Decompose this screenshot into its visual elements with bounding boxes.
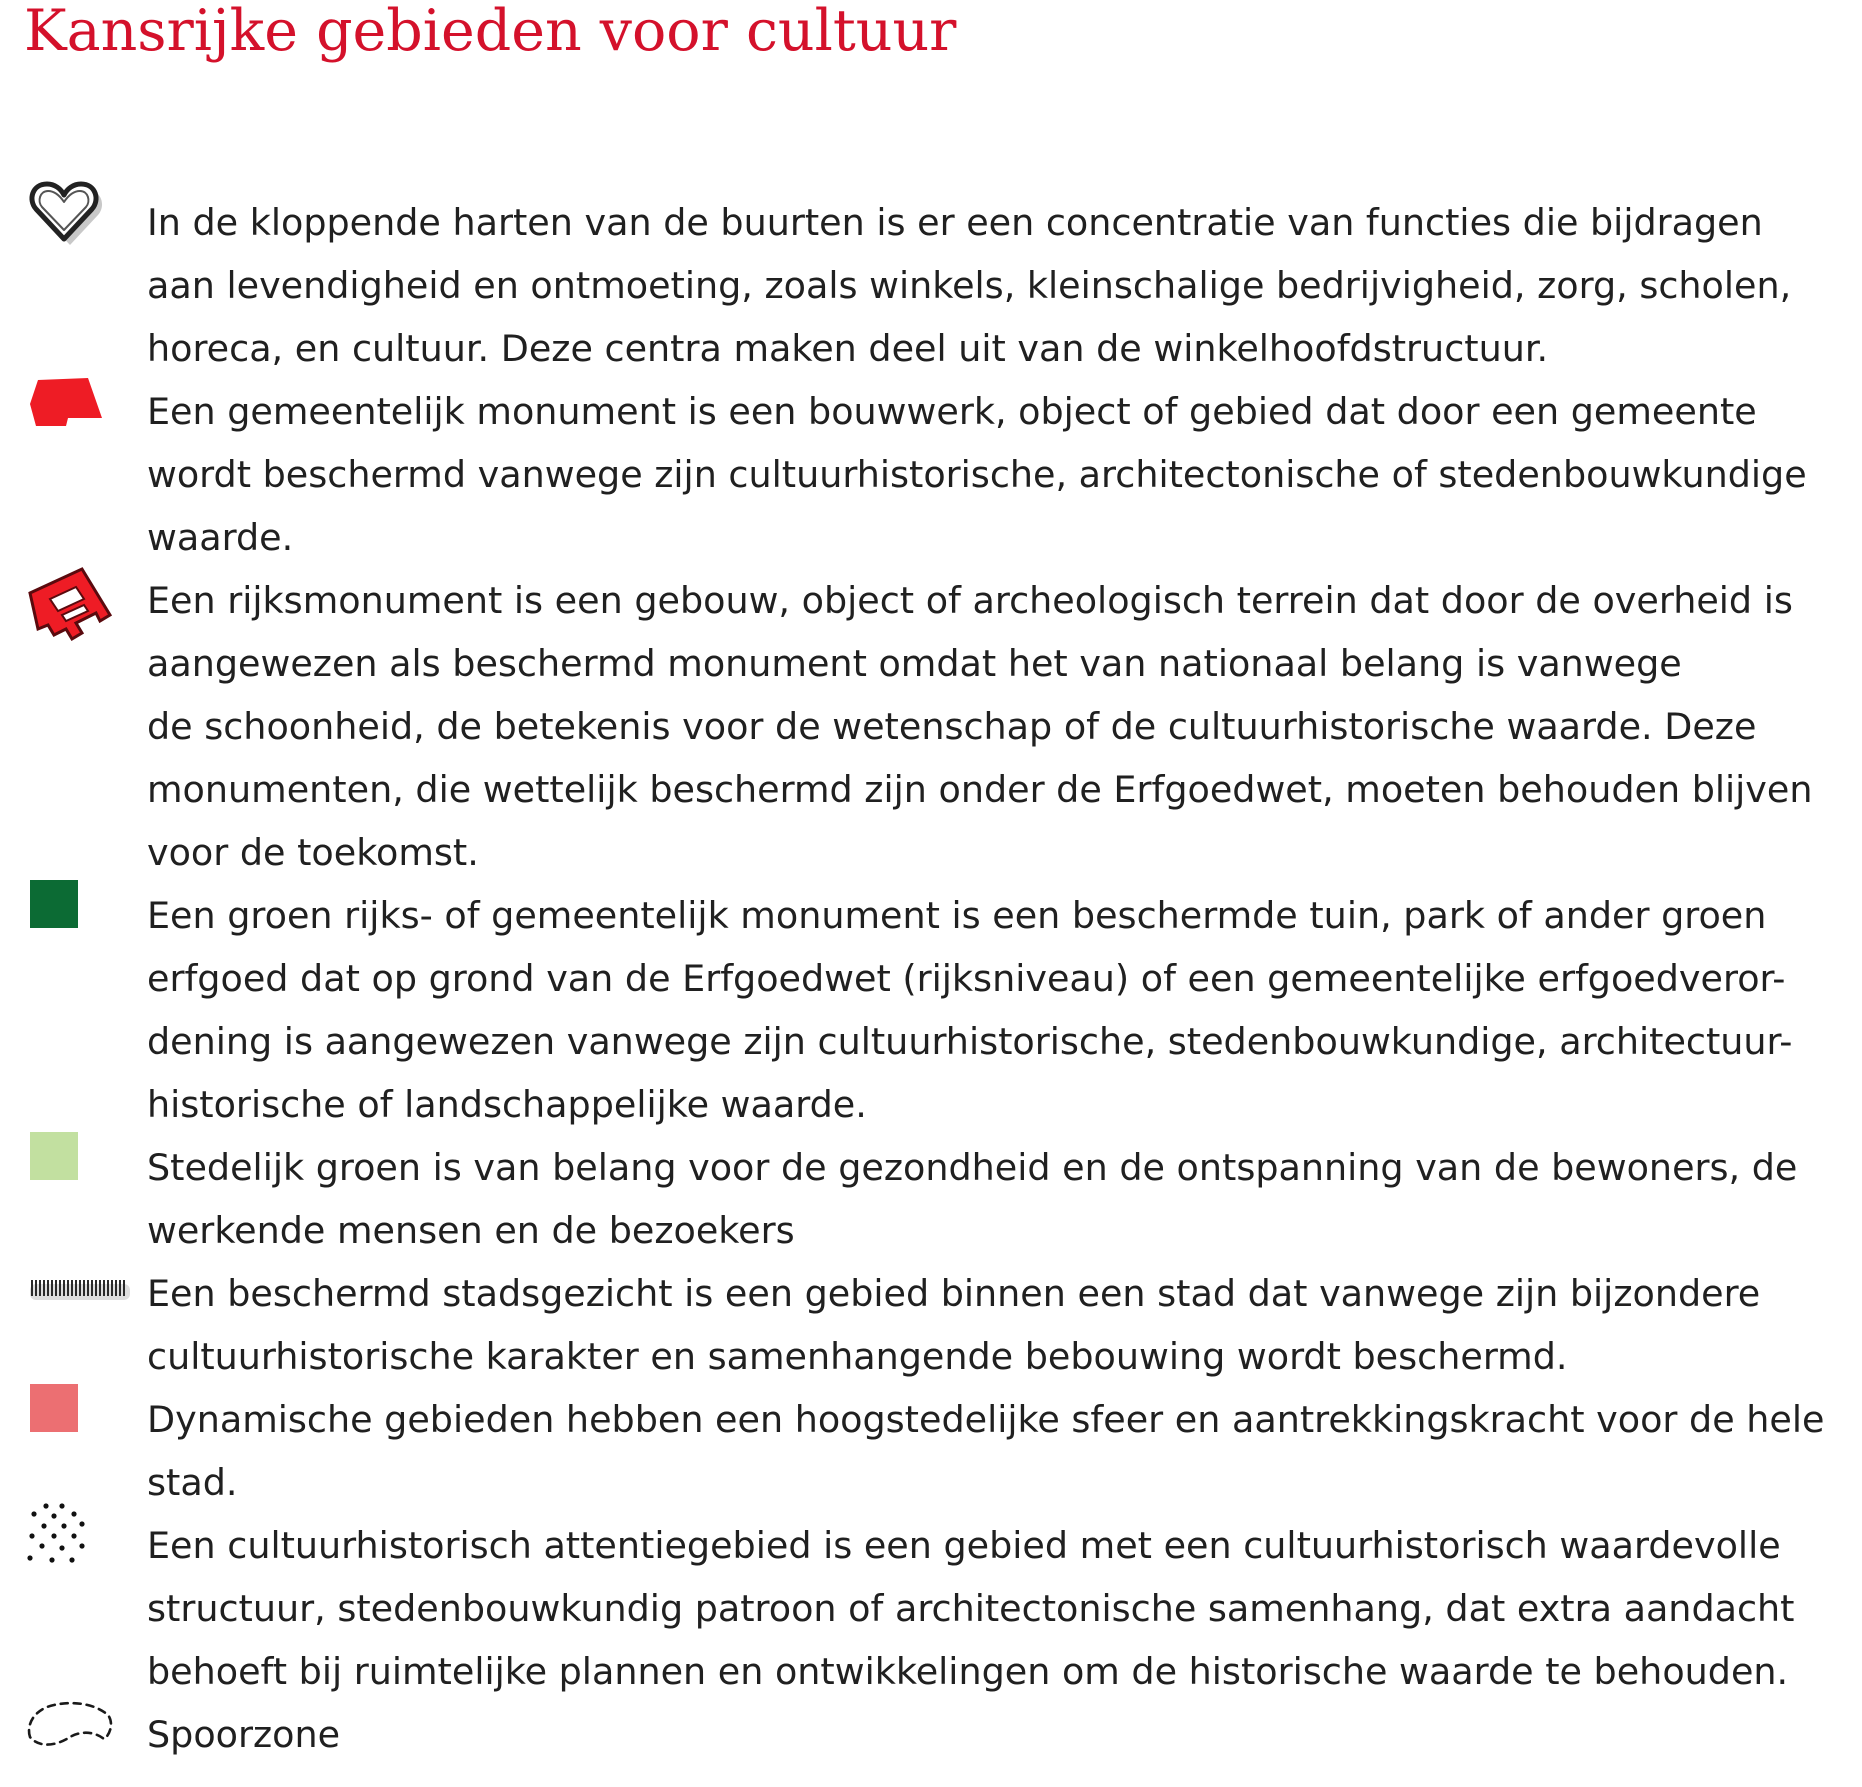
legend-text: In de kloppende harten van de buurten is er een concentratie van functies die bijdragen aan levendigheid en ontmoeting, zoals winkels, kleinschalige bedrijvigheid, zorg, scholen, horeca, en cultuur. Deze centra maken deel uit van de winkelhoofdstructuur. xyxy=(147,201,1792,370)
legend-text: Een groen rijks- of gemeentelijk monument is een beschermde tuin, park of ander groen erfgoed dat op grond van de Erfgoedwet (rijksniveau) of een gemeentelijke erfgoedveror- dening is aangewezen vanwege zijn cultuurhistorische, stedenbouwkundige, architectuur- historische of landschappelijke waarde. xyxy=(147,894,1793,1126)
heart-icon xyxy=(28,181,104,247)
municipal-monument-icon xyxy=(28,372,104,434)
protected-cityscape-icon xyxy=(28,1276,132,1306)
legend-text: Stedelijk groen is van belang voor de gezondheid en de ontspanning van de bewoners, de werkende mensen en de bezoekers xyxy=(147,1146,1798,1252)
green-monument-icon xyxy=(28,878,80,930)
dotted-area-icon xyxy=(26,1502,90,1566)
dashed-outline-icon xyxy=(24,1697,116,1753)
dynamic-area-icon xyxy=(28,1382,80,1434)
city-green-icon xyxy=(28,1130,80,1182)
legend-text: Dynamische gebieden hebben een hoogstedelijke sfeer en aantrekkingskracht voor de hele stad. xyxy=(147,1398,1825,1504)
page-title: Kansrijke gebieden voor cultuur xyxy=(24,0,957,64)
national-monument-icon xyxy=(26,563,118,645)
legend-text: Een cultuurhistorisch attentiegebied is een gebied met een cultuurhistorisch waardevolle structuur, stedenbouwkundig patroon of architectonische samenhang, dat extra aandacht behoeft bij ruimtelijke plannen en ontwikkelingen om de historische waarde te behouden. xyxy=(147,1524,1795,1693)
legend-text: Spoorzone xyxy=(147,1713,341,1756)
legend-text: Een beschermd stadsgezicht is een gebied binnen een stad dat vanwege zijn bijzondere cultuurhistorische karakter en samenhangende bebouwing wordt beschermd. xyxy=(147,1272,1761,1378)
legend-text: Een gemeentelijk monument is een bouwwerk, object of gebied dat door een gemeente wordt beschermd vanwege zijn cultuurhistorische, architectonische of stedenbouwkundige waarde. xyxy=(147,390,1807,559)
legend-text: Een rijksmonument is een gebouw, object of archeologisch terrein dat door de overheid is aangewezen als beschermd monument omdat het van nationaal belang is vanwege de schoonheid, de betekenis voor de wetenschap of de cultuurhistorische waarde. Deze monumenten, die wettelijk beschermd zijn onder de Erfgoedwet, moeten behouden blijven voor de toekomst. xyxy=(147,579,1813,874)
